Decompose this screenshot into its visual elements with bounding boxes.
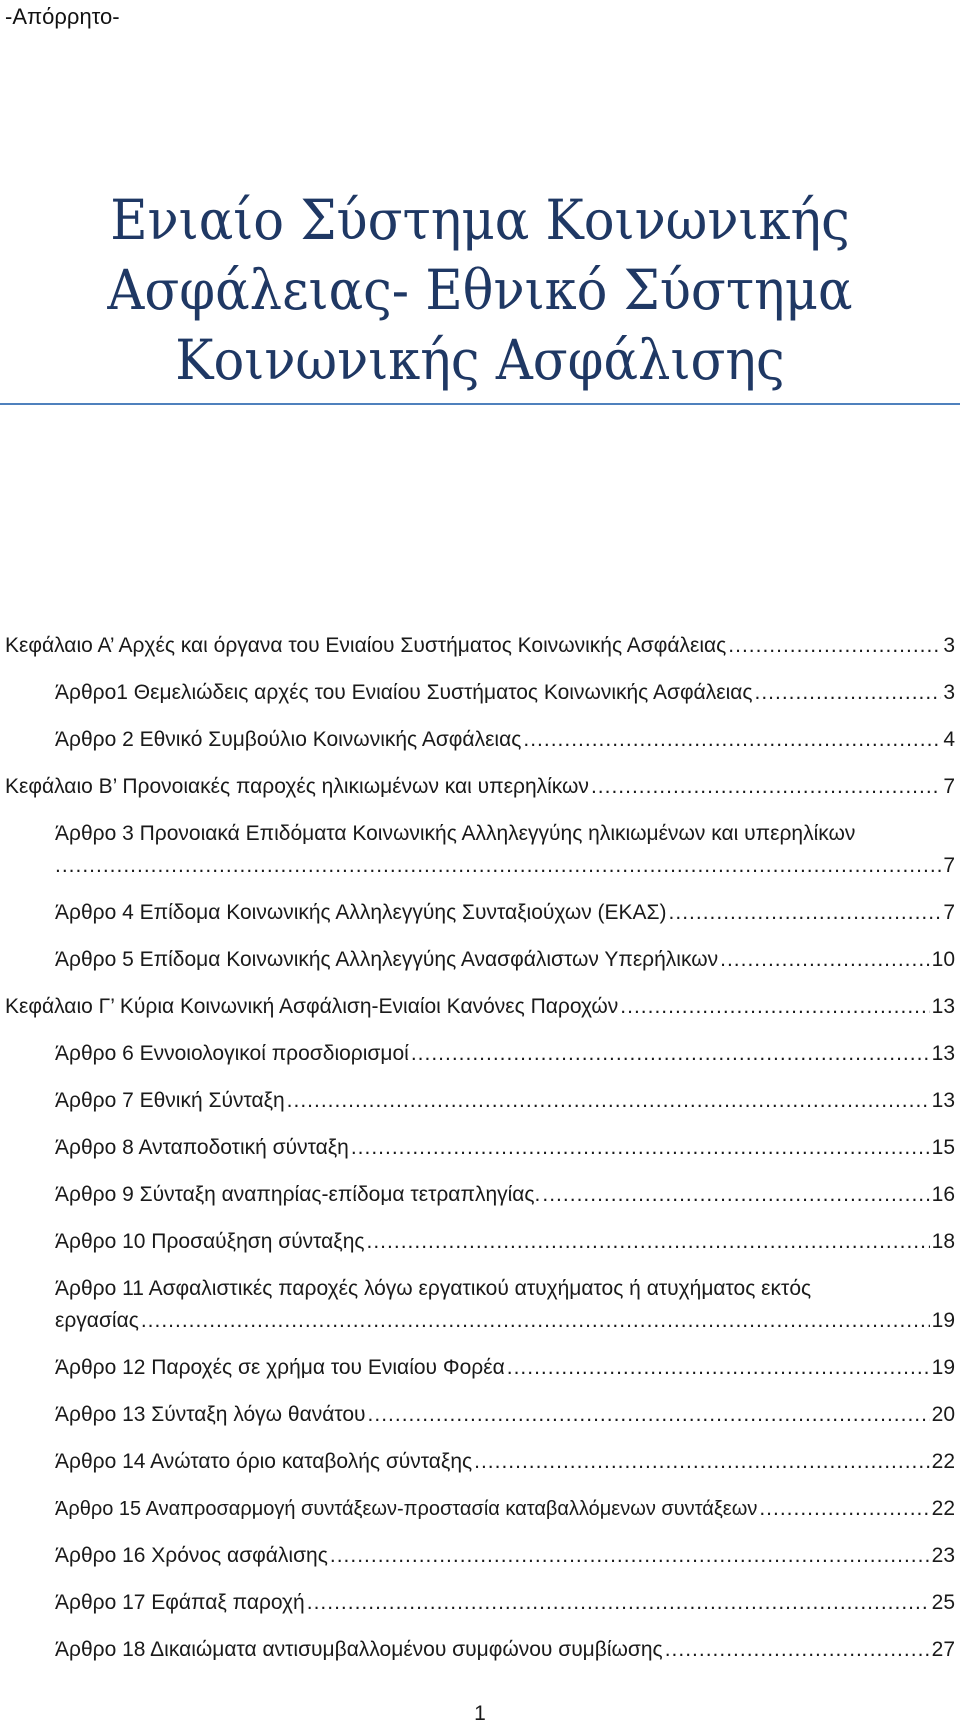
toc-dot-leader (307, 1587, 930, 1619)
table-of-contents (0, 630, 960, 1681)
toc-entry[interactable] (0, 1493, 960, 1525)
toc-dot-leader (665, 1634, 930, 1666)
toc-entry-title: Άρθρο 6 Εννοιολογικοί προσδιορισμοί (55, 1042, 409, 1065)
toc-entry-title: Άρθρο 3 Προνοιακά Επιδόματα Κοινωνικής Αλληλεγγύης ηλικιωμένων και υπερηλίκων (55, 822, 856, 845)
toc-entry-title: Άρθρο 18 Δικαιώματα αντισυμβαλλομένου συμφώνου συμβίωσης (55, 1638, 663, 1661)
title-line-3: Κοινωνικής Ασφάλισης (175, 328, 785, 392)
toc-entry-title: Άρθρο 9 Σύνταξη αναπηρίας-επίδομα τετραπληγίας. (55, 1183, 541, 1206)
toc-dot-leader (755, 677, 942, 709)
toc-entry-title: Άρθρο 4 Επίδομα Κοινωνικής Αλληλεγγύης Συνταξιούχων (ΕΚΑΣ) (55, 901, 667, 924)
toc-entry[interactable] (0, 991, 960, 1023)
toc-entry-title: Άρθρο 10 Προσαύξηση σύνταξης (55, 1230, 365, 1253)
toc-entry-page: 18 (931, 1230, 955, 1253)
toc-entry-page: 19 (931, 1309, 955, 1332)
toc-entry-page: 7 (943, 775, 955, 798)
toc-entry[interactable] (0, 771, 960, 803)
toc-entry[interactable] (0, 1399, 960, 1431)
toc-entry-title: Άρθρο 14 Ανώτατο όριο καταβολής σύνταξης (55, 1450, 473, 1473)
toc-entry-page: 22 (931, 1450, 955, 1473)
toc-entry-title: Άρθρο 5 Επίδομα Κοινωνικής Αλληλεγγύης Ανασφάλιστων Υπερήλικων (55, 948, 719, 971)
toc-entry-page: 3 (943, 681, 955, 704)
toc-dot-leader (351, 1132, 930, 1164)
toc-entry[interactable] (0, 1226, 960, 1258)
toc-entry-page: 13 (931, 995, 955, 1018)
toc-dot-leader (542, 1179, 929, 1211)
toc-dot-leader (55, 850, 941, 882)
toc-entry[interactable] (0, 630, 960, 662)
toc-entry-title: Κεφάλαιο Β’ Προνοιακές παροχές ηλικιωμένων και υπερηλίκων (5, 775, 589, 798)
toc-dot-leader (474, 1446, 930, 1478)
toc-entry-page: 15 (931, 1136, 955, 1159)
toc-entry-page: 16 (931, 1183, 955, 1206)
toc-entry-title: Άρθρο 16 Χρόνος ασφάλισης (55, 1544, 328, 1567)
toc-entry[interactable] (0, 677, 960, 709)
toc-entry-title: Άρθρο 13 Σύνταξη λόγω θανάτου (55, 1403, 366, 1426)
toc-entry[interactable] (0, 1352, 960, 1384)
toc-entry[interactable] (0, 1132, 960, 1164)
toc-dot-leader (523, 724, 941, 756)
toc-entry-title: Άρθρο 15 Αναπροσαρμογή συντάξεων-προστασία καταβαλλόμενων συντάξεων (55, 1498, 758, 1520)
toc-dot-leader (669, 897, 941, 929)
toc-entry-title: Άρθρο 11 Ασφαλιστικές παροχές λόγω εργατικού ατυχήματος ή ατυχήματος εκτός (55, 1277, 812, 1300)
toc-entry[interactable] (0, 1085, 960, 1117)
document-title (0, 185, 960, 395)
toc-entry[interactable] (0, 1540, 960, 1572)
toc-entry-page: 27 (931, 1638, 955, 1661)
toc-dot-leader (507, 1352, 930, 1384)
toc-entry-title: Κεφάλαιο Α’ Αρχές και όργανα του Ενιαίου Συστήματος Κοινωνικής Ασφάλειας (5, 634, 727, 657)
page-number: 1 (474, 1702, 486, 1725)
toc-dot-leader (368, 1399, 930, 1431)
toc-dot-leader (728, 630, 941, 662)
toc-entry-page: 13 (931, 1089, 955, 1112)
toc-entry-title: Άρθρο 12 Παροχές σε χρήμα του Ενιαίου Φορέα (55, 1356, 505, 1379)
toc-entry-page: 19 (931, 1356, 955, 1379)
toc-dot-leader (411, 1038, 930, 1070)
classification-label: -Απόρρητο- (5, 4, 120, 29)
title-divider (0, 403, 960, 405)
toc-dot-leader (620, 991, 929, 1023)
toc-entry[interactable] (0, 1179, 960, 1211)
toc-entry[interactable] (0, 1038, 960, 1070)
toc-entry-page: 20 (931, 1403, 955, 1426)
toc-entry[interactable] (0, 1587, 960, 1619)
toc-entry-title: Άρθρο 17 Εφάπαξ παροχή (55, 1591, 305, 1614)
toc-entry-page: 4 (943, 728, 955, 751)
toc-dot-leader (367, 1226, 930, 1258)
toc-dot-leader (141, 1305, 930, 1337)
toc-entry[interactable] (0, 1273, 960, 1337)
toc-dot-leader (591, 771, 941, 803)
toc-entry-page: 22 (931, 1497, 955, 1520)
title-line-1: Ενιαίο Σύστημα Κοινωνικής (110, 188, 850, 252)
toc-dot-leader (330, 1540, 930, 1572)
toc-dot-leader (720, 944, 930, 976)
toc-dot-leader (759, 1493, 929, 1525)
toc-dot-leader (287, 1085, 930, 1117)
toc-entry-page: 23 (931, 1544, 955, 1567)
toc-entry[interactable] (0, 944, 960, 976)
toc-entry-title: Άρθρο 8 Ανταποδοτική σύνταξη (55, 1136, 349, 1159)
toc-entry-page: 13 (931, 1042, 955, 1065)
toc-entry-title: Άρθρο 7 Εθνική Σύνταξη (55, 1089, 285, 1112)
toc-entry-title: Άρθρο1 Θεμελιώδεις αρχές του Ενιαίου Συστήματος Κοινωνικής Ασφάλειας (55, 681, 753, 704)
toc-entry[interactable] (0, 897, 960, 929)
toc-entry-title: Κεφάλαιο Γ’ Κύρια Κοινωνική Ασφάλιση-Ενιαίοι Κανόνες Παροχών (5, 995, 619, 1018)
toc-entry[interactable] (0, 818, 960, 882)
toc-entry-page: 3 (943, 634, 955, 657)
toc-entry[interactable] (0, 1446, 960, 1478)
toc-entry[interactable] (0, 724, 960, 756)
toc-entry-page: 10 (931, 948, 955, 971)
toc-entry-title-continued: εργασίας (55, 1309, 139, 1332)
toc-entry-title: Άρθρο 2 Εθνικό Συμβούλιο Κοινωνικής Ασφάλειας (55, 728, 522, 751)
toc-entry-page: 7 (943, 854, 955, 877)
title-line-2: Ασφάλειας- Εθνικό Σύστημα (107, 258, 853, 322)
toc-entry-page: 25 (931, 1591, 955, 1614)
toc-entry[interactable] (0, 1634, 960, 1666)
toc-entry-page: 7 (943, 901, 955, 924)
